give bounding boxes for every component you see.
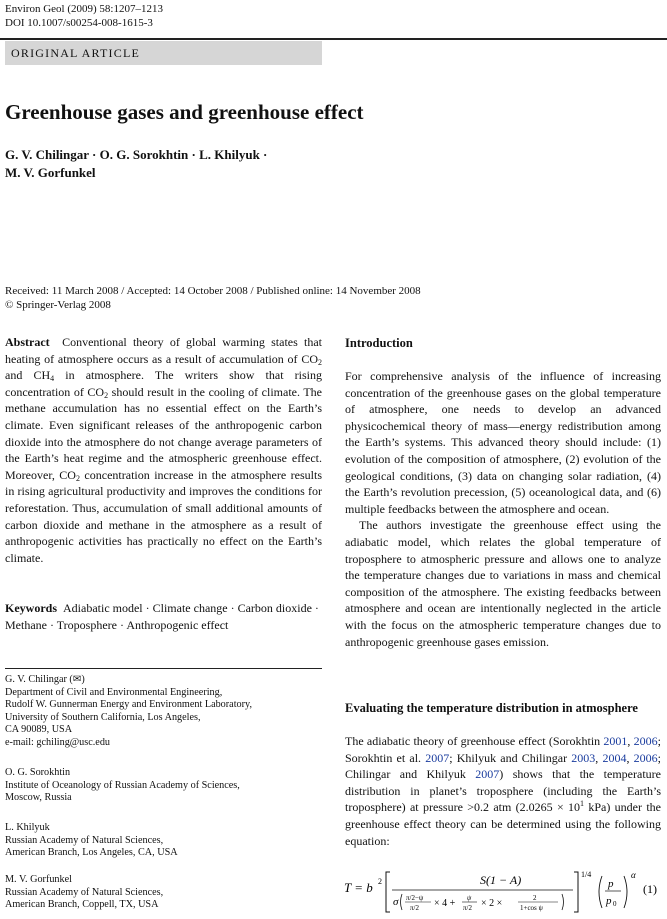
eq-alpha: α <box>631 870 636 880</box>
affiliation-email[interactable]: e-mail: gchiling@usc.edu <box>5 736 111 748</box>
authors <box>5 146 267 182</box>
evaluating-text: , <box>626 750 634 765</box>
abstract <box>5 334 322 566</box>
affiliation-line: Institute of Oceanology of Russian Academy of Sciences, <box>5 779 240 791</box>
authors-line-2: M. V. Gorfunkel <box>5 165 96 180</box>
eq-left-bracket <box>386 872 390 912</box>
affiliation-khilyuk <box>5 822 322 860</box>
abstract-sub-2: 4 <box>50 374 55 384</box>
eq-right-bracket <box>574 872 578 912</box>
affiliation-line: American Branch, Coppell, TX, USA <box>5 899 159 911</box>
dates-line: Received: 11 March 2008 / Accepted: 14 October 2008 / Published online: 14 November 2008 <box>5 285 421 297</box>
abstract-label: Abstract <box>5 335 50 349</box>
introduction-heading: Introduction <box>345 336 413 350</box>
evaluating-text: The adiabatic theory of greenhouse effect (Sorokhtin <box>345 734 604 748</box>
eq-times4: × 4 + <box>434 898 456 909</box>
copyright: © Springer-Verlag 2008 <box>5 299 111 311</box>
evaluating-heading: Evaluating the temperature distribution in atmosphere <box>345 701 638 715</box>
affiliation-line: American Branch, Los Angeles, CA, USA <box>5 847 178 859</box>
citation-link[interactable]: 2007 <box>475 767 500 782</box>
doi: DOI 10.1007/s00254-008-1615-3 <box>5 17 153 29</box>
citation-link[interactable]: 2003 <box>571 750 596 765</box>
eq-f1-num: π/2−ψ <box>406 894 424 902</box>
eq-outer-exp: 1/4 <box>581 870 592 879</box>
eq-p-den: p <box>606 895 612 907</box>
journal-citation: Environ Geol (2009) 58:1207–1213 <box>5 3 163 15</box>
introduction-body <box>345 368 661 650</box>
eq-f2-den: π/2 <box>463 904 472 912</box>
affiliation-line: Moscow, Russia <box>5 792 72 804</box>
exponent: 1 <box>580 799 585 809</box>
publication-dates <box>5 284 421 312</box>
equation-svg <box>340 868 667 914</box>
abstract-sub-3: 2 <box>104 390 109 400</box>
eq-close-paren <box>562 894 564 910</box>
affiliation-gorfunkel <box>5 874 322 912</box>
affiliation-sorokhtin <box>5 767 322 805</box>
abstract-sub-1: 2 <box>318 357 322 367</box>
abstract-text-3: in atmosphere. The writers show that rising concentration of CO <box>5 368 323 399</box>
eq-times2: × 2 × <box>481 898 503 909</box>
evaluating-text: ; Sorokhtin et al. <box>345 734 661 765</box>
eq-p-open-paren <box>599 876 602 908</box>
affiliation-separator <box>5 668 322 669</box>
keywords-text: Adiabatic model · Climate change · Carbon dioxide · Methane · Troposphere · Anthropogenic effect <box>5 601 319 632</box>
eq-number: (1) <box>643 882 657 896</box>
eq-open-paren <box>401 894 403 910</box>
page-title: Greenhouse gases and greenhouse effect <box>5 100 364 124</box>
evaluating-text: ; Khilyuk and Chilingar <box>449 750 572 765</box>
affiliation-name-end: ) <box>81 674 85 685</box>
introduction-paragraph-1: For comprehensive analysis of the influence of increasing concentration of the greenhouse gases on the global temperature of atmosphere, one needs to develop an advanced physicochemical theory of mass—energy redistribution among the Earth’s systems. This advanced theory should include: (1) evolution of the composition of atmosphere, (2) evolution of the geological conditions, (3) data on changing solar radiation, (4) the Earth’s revolution precession, (5) oceanological data, and (6) multiple feedbacks between the atmosphere and ocean. <box>345 369 661 516</box>
eq-p-den-sub: 0 <box>613 900 617 908</box>
abstract-text-4: should result in the cooling of climate. The methane accumulation has no essential effect on the Earth’s climate. Even significant releases of the anthropogenic carbon dioxide into the atmosphere do not change average parameters of the Earth’s heat regime and the atmospheric greenhouse effect. Moreover, CO <box>5 384 322 482</box>
citation-link[interactable]: 2006 <box>633 750 658 765</box>
affiliation-line: University of Southern California, Los Angeles, <box>5 711 201 723</box>
affiliation-chilingar <box>5 674 322 750</box>
evaluating-body <box>345 733 661 849</box>
affiliation-name: L. Khilyuk <box>5 822 50 833</box>
evaluating-text: , <box>595 750 603 765</box>
eq-lhs: T = b <box>344 880 373 895</box>
abstract-text-2: and CH <box>5 368 51 383</box>
citation-link[interactable]: 2004 <box>602 750 627 765</box>
affiliation-name-text: G. V. Chilingar ( <box>5 674 73 685</box>
affiliation-line: CA 90089, USA <box>5 724 73 736</box>
evaluating-text: ) shows that the temperature distribution in planet’s troposphere (including the Earth’s troposphere) at pressure >0.2 atm (2.0265 × 10 <box>345 767 661 815</box>
affiliation-name: M. V. Gorfunkel <box>5 874 72 885</box>
eq-f2-num: ψ <box>467 894 472 902</box>
affiliation-line: Rudolf W. Gunnerman Energy and Environment Laboratory, <box>5 699 252 711</box>
keywords <box>5 600 322 633</box>
affiliation-line: Department of Civil and Environmental Engineering, <box>5 686 223 698</box>
keywords-label: Keywords <box>5 601 57 615</box>
eq-f3-num: 2 <box>533 894 537 902</box>
article-type: ORIGINAL ARTICLE <box>11 46 141 60</box>
citation-link[interactable]: 2007 <box>425 750 450 765</box>
eq-p-num: p <box>608 878 614 890</box>
abstract-sub-4: 2 <box>75 473 80 483</box>
evaluating-text: kPa) under the greenhouse effect theory can be determined using the following equation: <box>345 800 661 848</box>
abstract-text-1: Conventional theory of global warming states that heating of atmosphere occurs as a result of accumulation of CO <box>5 335 322 366</box>
evaluating-text: , <box>627 734 634 748</box>
eq-sigma: σ <box>393 896 399 908</box>
citation-link[interactable]: 2006 <box>633 734 658 748</box>
introduction-paragraph-2: The authors investigate the greenhouse effect using the adiabatic model, which relates the global temperature of troposphere to atmospheric pressure and allows one to analyze the temperature changes due to variations in mass and chemical composition of the atmosphere. The existing feedbacks between atmosphere and ocean are intentionally neglected in the article with the focus on the atmospheric temperature changes due to anthropogenic greenhouse gases emission. <box>345 518 661 649</box>
citation-link[interactable]: 2001 <box>603 734 628 748</box>
affiliation-line: Russian Academy of Natural Sciences, <box>5 834 164 846</box>
eq-lhs-exp: 2 <box>378 877 382 886</box>
eq-f3-den: 1+cos ψ <box>520 904 543 912</box>
affiliation-name <box>5 674 322 687</box>
header-rule <box>0 38 667 40</box>
affiliation-name: O. G. Sorokhtin <box>5 767 71 778</box>
eq-f1-den: π/2 <box>410 904 419 912</box>
mail-icon: ✉ <box>72 674 82 685</box>
evaluating-text: ; Chilingar and Khilyuk <box>345 750 661 782</box>
equation-1 <box>340 868 667 914</box>
authors-line-1: G. V. Chilingar · O. G. Sorokhtin · L. Khilyuk · <box>5 147 268 162</box>
eq-numerator: S(1 − A) <box>480 873 522 887</box>
abstract-text-5: concentration increase in the atmosphere results in rising agricultural productivity and improves the conditions for reforestation. Thus, accumulation of small additional amounts of carbon dioxide and methane in the atmosphere as a result of anthropogenic activities has practically no effect on the Earth’s climate. <box>5 467 322 565</box>
affiliation-line: Russian Academy of Natural Sciences, <box>5 886 164 898</box>
eq-p-close-paren <box>624 876 627 908</box>
